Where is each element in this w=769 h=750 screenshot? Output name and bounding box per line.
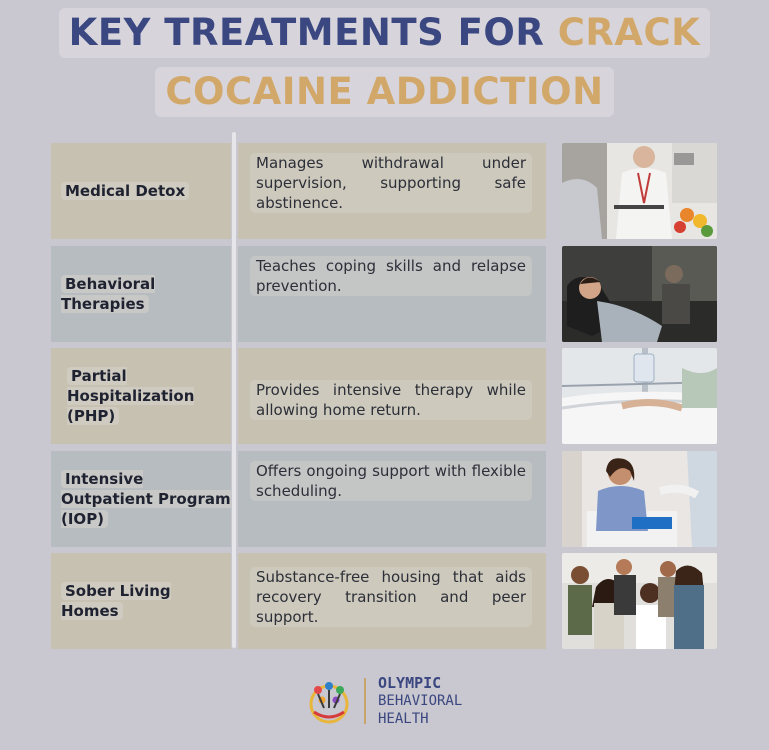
title-line-2: COCAINE ADDICTION (155, 67, 613, 117)
title-line-1 (59, 8, 711, 58)
footer (0, 668, 769, 738)
logo-line-1: OLYMPIC (378, 674, 442, 692)
logo-line-3: HEALTH (378, 711, 429, 727)
treatment-row-behavioral-therapies (0, 246, 769, 342)
logo-separator (364, 678, 366, 724)
logo-line-2: BEHAVIORAL (378, 693, 463, 709)
treatment-name: Sober Living Homes (61, 582, 171, 620)
treatment-name-cell (51, 348, 231, 444)
logo-wordmark (378, 674, 462, 728)
treatment-row-intensive-outpatient (0, 451, 769, 547)
treatment-description: Provides intensive therapy while allowing home return. (250, 380, 532, 420)
treatment-description: Teaches coping skills and relapse prevention. (250, 256, 532, 296)
treatment-description: Offers ongoing support with flexible scheduling. (250, 461, 532, 501)
treatment-description: Manages withdrawal under supervision, supporting safe abstinence. (250, 153, 532, 213)
treatment-description: Substance-free housing that aids recovery transition and peer support. (250, 567, 532, 627)
treatment-name: Intensive Outpatient Program (IOP) (61, 470, 231, 528)
treatment-name: Behavioral Therapies (61, 275, 156, 313)
hospital-patient-photo (562, 348, 717, 444)
treatment-name: Partial Hospitalization (PHP) (67, 367, 195, 425)
group-of-friends-photo (562, 553, 717, 649)
treatment-description-cell (238, 143, 546, 239)
treatment-name-cell (51, 451, 231, 547)
doctor-consultation-photo (562, 143, 717, 239)
treatment-row-medical-detox (0, 143, 769, 239)
treatment-row-sober-living (0, 553, 769, 649)
therapy-session-photo (562, 246, 717, 342)
treatment-row-partial-hospitalization (0, 348, 769, 444)
treatment-description-cell (238, 451, 546, 547)
treatment-name-cell (51, 143, 231, 239)
title-part-gold: CRACK (557, 11, 701, 54)
treatment-name-cell (51, 246, 231, 342)
treatment-description-cell (238, 348, 546, 444)
title-part-navy: KEY TREATMENTS FOR (68, 11, 558, 54)
treatment-name-cell (51, 553, 231, 649)
treatment-name: Medical Detox (61, 182, 189, 200)
treatment-description-cell (238, 246, 546, 342)
outpatient-consultation-photo (562, 451, 717, 547)
olympic-behavioral-health-logo-icon (306, 678, 352, 728)
treatment-description-cell (238, 553, 546, 649)
page-title (0, 8, 769, 117)
